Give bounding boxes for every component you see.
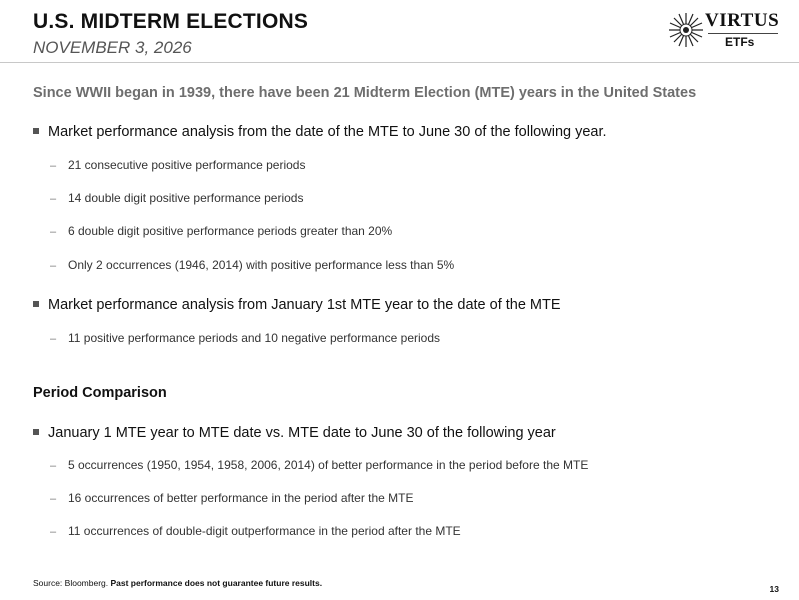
sunburst-logo-icon xyxy=(668,12,704,48)
square-bullet-icon xyxy=(33,301,39,307)
dash-bullet-icon: – xyxy=(50,160,57,172)
sub-bullet-item xyxy=(50,191,303,205)
dash-bullet-icon: – xyxy=(50,193,57,205)
sub-bullet-item xyxy=(50,491,414,505)
bullet-text: January 1 MTE year to MTE date vs. MTE date to June 30 of the following year xyxy=(48,425,556,441)
source-note: Source: Bloomberg. xyxy=(33,578,111,588)
bullet-item xyxy=(33,297,561,313)
sub-bullet-item xyxy=(50,224,392,238)
virtus-etfs-logo xyxy=(668,10,780,52)
dash-bullet-icon: – xyxy=(50,333,57,345)
square-bullet-icon xyxy=(33,429,39,435)
sub-bullet-text: 14 double digit positive performance periods xyxy=(68,191,304,205)
sub-bullet-text: 11 positive performance periods and 10 negative performance periods xyxy=(68,331,440,345)
footnote xyxy=(33,578,322,588)
dash-bullet-icon: – xyxy=(50,260,57,272)
sub-bullet-text: Only 2 occurrences (1946, 2014) with positive performance less than 5% xyxy=(68,258,455,272)
disclaimer: Past performance does not guarantee future results. xyxy=(110,578,323,588)
sub-bullet-text: 11 occurrences of double-digit outperformance in the period after the MTE xyxy=(68,524,461,538)
logo-sub-text: ETFs xyxy=(725,35,755,49)
page-number: 13 xyxy=(769,584,779,594)
dash-bullet-icon: – xyxy=(50,460,57,472)
lead-statement: Since WWII began in 1939, there have been 21 Midterm Election (MTE) years in the United States xyxy=(33,85,697,101)
square-bullet-icon xyxy=(33,128,39,134)
slide-subtitle: NOVEMBER 3, 2026 xyxy=(33,38,192,57)
dash-bullet-icon: – xyxy=(50,526,57,538)
bullet-item xyxy=(33,124,607,140)
sub-bullet-text: 5 occurrences (1950, 1954, 1958, 2006, 2014) of better performance in the period before the MTE xyxy=(68,458,589,472)
logo-rule xyxy=(708,33,778,34)
header-divider xyxy=(0,62,799,63)
bullet-text: Market performance analysis from the date of the MTE to June 30 of the following year. xyxy=(48,124,607,140)
sub-bullet-item xyxy=(50,458,588,472)
sub-bullet-item xyxy=(50,331,440,345)
sub-bullet-item xyxy=(50,258,454,272)
bullet-text: Market performance analysis from January 1st MTE year to the date of the MTE xyxy=(48,297,561,313)
sub-bullet-text: 6 double digit positive performance periods greater than 20% xyxy=(68,224,393,238)
sub-bullet-item xyxy=(50,158,305,172)
sub-bullet-item xyxy=(50,524,461,538)
slide-title: U.S. MIDTERM ELECTIONS xyxy=(33,10,309,33)
sub-bullet-text: 21 consecutive positive performance periods xyxy=(68,158,306,172)
dash-bullet-icon: – xyxy=(50,493,57,505)
bullet-item xyxy=(33,425,556,441)
logo-brand-text: VIRTUS xyxy=(705,10,780,31)
section-heading: Period Comparison xyxy=(33,385,167,401)
dash-bullet-icon: – xyxy=(50,226,57,238)
sub-bullet-text: 16 occurrences of better performance in the period after the MTE xyxy=(68,491,414,505)
